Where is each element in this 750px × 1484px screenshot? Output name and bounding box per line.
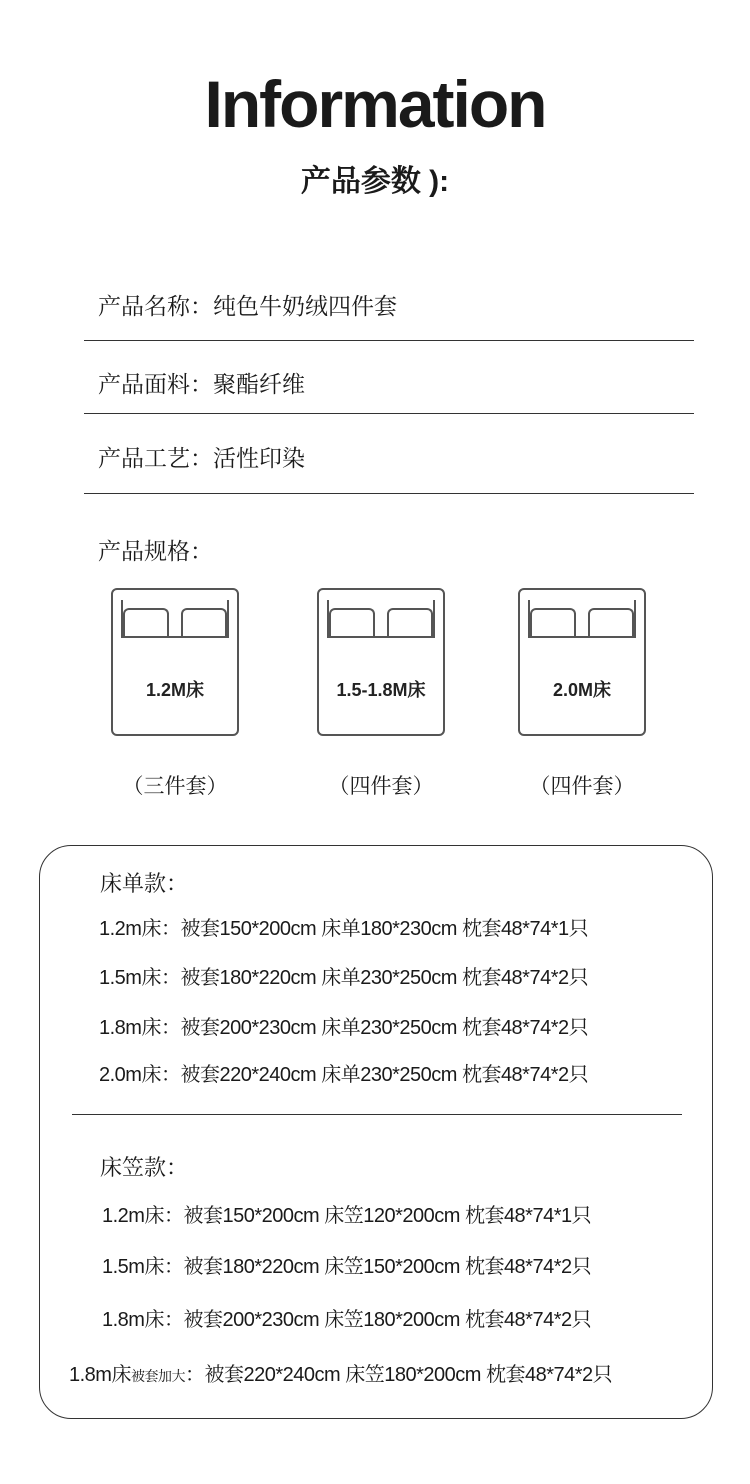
fitted-row: 1.5m床：被套180*220cm 床笠150*200cm 枕套48*74*2只: [102, 1256, 592, 1278]
sheet-row: 1.5m床：被套180*220cm 床单230*250cm 枕套48*74*2只: [99, 967, 589, 989]
page-subtitle: 产品参数 ):: [300, 165, 450, 198]
bed-size-label: 1.2M床: [145, 680, 205, 700]
bed-size-label: 1.5-1.8M床: [336, 680, 426, 700]
product-fabric: 产品面料：聚酯纤维: [98, 371, 305, 397]
bed-icon-2: [317, 588, 445, 736]
fitted-row-note: 被套加大: [130, 1368, 185, 1384]
panel-divider: [72, 1114, 682, 1115]
sheet-row: 2.0m床：被套220*240cm 床单230*250cm 枕套48*74*2只: [99, 1064, 589, 1086]
sheet-style-title: 床单款：: [100, 871, 189, 896]
bed-caption: （四件套）: [529, 775, 635, 798]
bed-caption: （三件套）: [122, 775, 228, 798]
fitted-row: 1.8m床：被套200*230cm 床笠180*200cm 枕套48*74*2只: [102, 1309, 592, 1331]
spec-label: 产品规格：: [98, 538, 213, 564]
fitted-row: 1.2m床：被套150*200cm 床笠120*200cm 枕套48*74*1只: [102, 1205, 592, 1227]
sheet-row: 1.8m床：被套200*230cm 床单230*250cm 枕套48*74*2只: [99, 1017, 589, 1039]
product-name: 产品名称：纯色牛奶绒四件套: [98, 293, 397, 319]
fitted-row-prefix: 1.8m床: [69, 1364, 131, 1386]
fitted-row-rest: ：被套220*240cm 床笠180*200cm 枕套48*74*2只: [184, 1364, 613, 1386]
bed-icon-1: [111, 588, 239, 736]
page-title: Information: [204, 67, 546, 141]
sheet-row: 1.2m床：被套150*200cm 床单180*230cm 枕套48*74*1只: [99, 918, 589, 940]
fitted-row-large: [69, 1358, 612, 1387]
divider: [84, 340, 694, 341]
bed-caption: （四件套）: [328, 775, 434, 798]
product-craft: 产品工艺：活性印染: [98, 445, 305, 471]
bed-size-label: 2.0M床: [552, 680, 612, 700]
bed-icon-3: [518, 588, 646, 736]
fitted-style-title: 床笠款：: [100, 1155, 189, 1180]
divider: [84, 413, 694, 414]
divider: [84, 493, 694, 494]
